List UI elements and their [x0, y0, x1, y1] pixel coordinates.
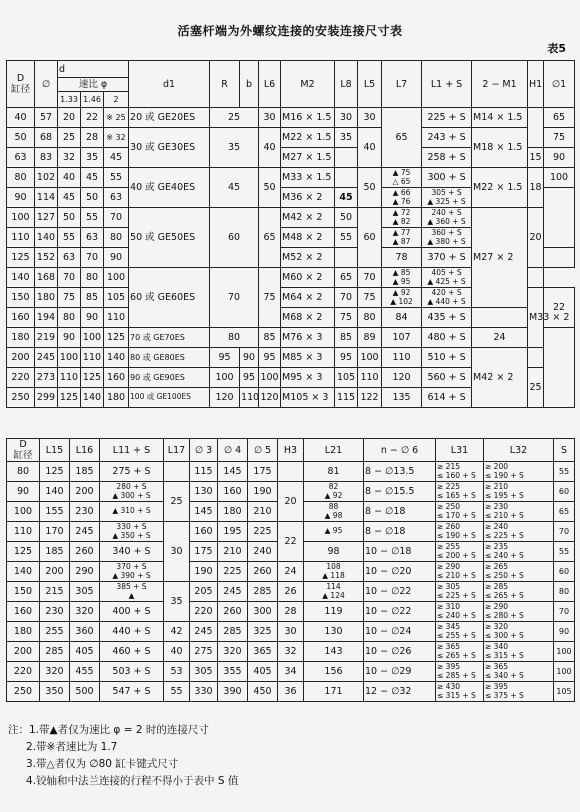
header-L15: L15 — [40, 439, 70, 462]
table-cell: 245 — [218, 582, 248, 602]
table-cell: 119 — [304, 602, 364, 622]
table-cell: 70 — [554, 522, 575, 542]
table-row: 250 299 125 140 180 100 或 GE100ES 120 110 120 M105 × 3 115 122 135 614 + S — [7, 388, 575, 408]
table-cell: 130 — [304, 622, 364, 642]
table-cell: 285 — [40, 642, 70, 662]
table-cell: 355 — [218, 662, 248, 682]
table-cell: 42 — [164, 622, 190, 642]
table-cell: ≥ 255 ≤ 200 + S — [436, 542, 484, 562]
table-row — [7, 622, 575, 642]
table-cell: 81 — [304, 462, 364, 482]
table-cell: 140 — [40, 482, 70, 502]
table-cell: 190 — [248, 482, 278, 502]
table-cell: 240 — [248, 542, 278, 562]
table-cell: 160 — [190, 522, 218, 542]
table-cell: 88 ▲ 98 — [304, 502, 364, 522]
table-row: 180 219 90 100 125 70 或 GE70ES 80 85 M76 × 3 85 89 107 480 + S 24 — [7, 328, 575, 348]
table-row: 140 168 70 80 100 60 或 GE60ES 70 75 M60 × 2 65 70 ▲ 85 ▲ 95 405 + S ▲ 425 + S — [7, 268, 575, 288]
table-cell: 8 − ∅18 — [364, 502, 436, 522]
table-cell: 390 — [218, 682, 248, 702]
table-cell: 350 — [40, 682, 70, 702]
table-cell: 275 + S — [100, 462, 164, 482]
table-cell: 105 — [554, 682, 575, 702]
table-cell: 100 — [554, 642, 575, 662]
table-cell: 280 + S ▲ 300 + S — [100, 482, 164, 502]
table-cell: ≥ 225 ≤ 165 + S — [436, 482, 484, 502]
table-cell: 200 — [7, 642, 40, 662]
table-cell: ≥ 260 ≤ 190 + S — [436, 522, 484, 542]
header-L31: L31 — [436, 439, 484, 462]
table-row: 80 102 40 45 55 40 或 GE40ES 45 50 M33 × 1.5 50 ▲ 75 △ 65 300 + S M22 × 1.5 18 100 — [7, 168, 575, 188]
header-M2: M2 — [281, 61, 335, 108]
header-phi5: ∅ 5 — [248, 439, 278, 462]
header-L5: L5 — [358, 61, 382, 108]
table-cell: 30 — [278, 622, 304, 642]
table-cell: ≥ 215 ≤ 160 + S — [436, 462, 484, 482]
table-cell: 205 — [190, 582, 218, 602]
table-cell: 285 — [218, 622, 248, 642]
table-row — [7, 482, 575, 502]
table-cell: 405 — [70, 642, 100, 662]
table-cell: 108 ▲ 118 — [304, 562, 364, 582]
table-title: 活塞杆端为外螺纹连接的安装连接尺寸表 — [177, 24, 403, 38]
header-L21: L21 — [304, 439, 364, 462]
header-ratio: 速比 φ — [58, 78, 129, 92]
table-cell: 190 — [190, 562, 218, 582]
table-cell: 180 — [7, 622, 40, 642]
table-cell: 360 — [70, 622, 100, 642]
table-cell: ≥ 290 ≤ 280 + S — [484, 602, 554, 622]
table-cell: ≥ 345 ≤ 255 + S — [436, 622, 484, 642]
table-cell: ≥ 290 ≤ 210 + S — [436, 562, 484, 582]
table-cell: 320 — [70, 602, 100, 622]
table-cell: 125 — [7, 542, 40, 562]
table-cell: ≥ 285 ≤ 265 + S — [484, 582, 554, 602]
table-cell: 285 — [248, 582, 278, 602]
header-n6: n − ∅ 6 — [364, 439, 436, 462]
table-cell: ≥ 230 ≤ 210 + S — [484, 502, 554, 522]
header-d1: d1 — [129, 61, 210, 108]
table-cell: 25 — [164, 482, 190, 522]
table-cell: ▲ 310 + S — [100, 502, 164, 522]
header-L1S: L1 + S — [422, 61, 472, 108]
table-row: 63 83 32 35 45 M27 × 1.5 258 + S 15 90 — [7, 148, 575, 168]
table-cell: 100 — [554, 662, 575, 682]
table-cell: 185 — [70, 462, 100, 482]
table-cell: 210 — [248, 502, 278, 522]
table-cell: 114 ▲ 124 — [304, 582, 364, 602]
header-phi3: ∅ 3 — [190, 439, 218, 462]
table-cell: 175 — [248, 462, 278, 482]
table-cell: 220 — [190, 602, 218, 622]
header-phi4: ∅ 4 — [218, 439, 248, 462]
table-cell: 160 — [7, 602, 40, 622]
table-cell: 156 — [304, 662, 364, 682]
table-row: 40 57 20 22 ※ 25 20 或 GE20ES 25 30 M16 × 1.5 30 30 65 225 + S M14 × 1.5 65 — [7, 108, 575, 128]
table-cell: 65 — [554, 502, 575, 522]
header-L16: L16 — [70, 439, 100, 462]
table-row — [7, 582, 575, 602]
table-cell: 230 — [40, 602, 70, 622]
table-cell: 171 — [304, 682, 364, 702]
table-row: 200 245 100 110 140 80 或 GE80ES 95 90 95 M85 × 3 95 100 110 510 + S M42 × 2 — [7, 348, 575, 368]
table-cell: 130 — [190, 482, 218, 502]
table-row: 220 273 110 125 160 90 或 GE90ES 100 95 100 M95 × 3 105 110 120 560 + S 25 — [7, 368, 575, 388]
table-cell: 8 − ∅18 — [364, 522, 436, 542]
table-cell: ≥ 320 ≤ 300 + S — [484, 622, 554, 642]
table-cell: 460 + S — [100, 642, 164, 662]
table-cell: 320 — [218, 642, 248, 662]
table-cell: 143 — [304, 642, 364, 662]
table-cell: ≥ 365 ≤ 265 + S — [436, 642, 484, 662]
table-cell: 8 − ∅13.5 — [364, 462, 436, 482]
table-cell: 22 — [278, 522, 304, 562]
table-number: 表5 — [547, 42, 566, 55]
header-L17: L17 — [164, 439, 190, 462]
table-row: 90 114 45 50 63 M36 × 2 45 ▲ 66 ▲ 76 305 + S ▲ 325 + S — [7, 188, 575, 208]
table-cell: 245 — [190, 622, 218, 642]
table-row: 125 152 63 70 90 M52 × 2 78 370 + S — [7, 248, 575, 268]
table-cell: 200 — [40, 562, 70, 582]
header-R: R — [210, 61, 240, 108]
table-row — [7, 462, 575, 482]
table-cell: 10 − ∅29 — [364, 662, 436, 682]
table-cell: 28 — [278, 602, 304, 622]
header-H3: H3 — [278, 439, 304, 462]
header-L6: L6 — [259, 61, 281, 108]
table-cell: ≥ 235 ≤ 240 + S — [484, 542, 554, 562]
table-cell: ≥ 395 ≤ 285 + S — [436, 662, 484, 682]
table-cell: 100 — [7, 502, 40, 522]
header-bore: D 缸径 — [7, 439, 40, 462]
table-cell: 320 — [40, 662, 70, 682]
dimension-table-lower — [6, 438, 575, 702]
table-cell: 36 — [278, 682, 304, 702]
table-cell: 255 — [40, 622, 70, 642]
table-row — [7, 522, 575, 542]
table-cell: 455 — [70, 662, 100, 682]
table-cell: 55 — [554, 542, 575, 562]
table-cell: ≥ 365 ≤ 340 + S — [484, 662, 554, 682]
table-row: 50 68 25 28 ※ 32 30 或 GE30ES 35 40 M22 × 1.5 35 40 243 + S M18 × 1.5 75 — [7, 128, 575, 148]
table-cell: 325 — [248, 622, 278, 642]
table-cell: 260 — [70, 542, 100, 562]
table-row: 150 180 75 85 105 M64 × 2 70 75 ▲ 92 ▲ 102 420 + S ▲ 440 + S M33 × 2 22 — [7, 288, 575, 308]
table-cell: 230 — [70, 502, 100, 522]
table-cell: 60 — [554, 562, 575, 582]
table-cell: 225 — [248, 522, 278, 542]
table-cell: 80 — [7, 462, 40, 482]
table-cell: 8 − ∅15.5 — [364, 482, 436, 502]
table-cell: 340 + S — [100, 542, 164, 562]
header-L8: L8 — [335, 61, 358, 108]
header-b: b — [240, 61, 259, 108]
table-cell: 300 — [248, 602, 278, 622]
header-L11: L11 + S — [100, 439, 164, 462]
table-cell: 290 — [70, 562, 100, 582]
dimension-table-upper — [6, 60, 575, 408]
table-cell: 140 — [7, 562, 40, 582]
table-cell: 245 — [70, 522, 100, 542]
table-cell: 400 + S — [100, 602, 164, 622]
table-cell: 60 — [554, 482, 575, 502]
table-row: 100 127 50 55 70 50 或 GE50ES 60 65 M42 × 2 50 60 ▲ 72 ▲ 82 240 + S ▲ 360 + S M27 × 2 20 — [7, 208, 575, 228]
table-cell: 24 — [278, 562, 304, 582]
header-M1: 2 − M1 — [472, 61, 528, 108]
table-cell: 150 — [7, 582, 40, 602]
table-cell: 275 — [190, 642, 218, 662]
table-cell: 210 — [218, 542, 248, 562]
table-cell: 500 — [70, 682, 100, 702]
table-cell: ≥ 265 ≤ 250 + S — [484, 562, 554, 582]
table-cell: ≥ 250 ≤ 170 + S — [436, 502, 484, 522]
table-cell: 220 — [7, 662, 40, 682]
table-row — [7, 662, 575, 682]
table-cell: 10 − ∅22 — [364, 582, 436, 602]
table-cell: 160 — [218, 482, 248, 502]
table-cell: ≥ 310 ≤ 240 + S — [436, 602, 484, 622]
table-cell: ≥ 395 ≤ 375 + S — [484, 682, 554, 702]
table-cell: ≥ 340 ≤ 315 + S — [484, 642, 554, 662]
table-cell: 10 − ∅18 — [364, 542, 436, 562]
table-cell: 55 — [554, 462, 575, 482]
table-cell: 330 + S ▲ 350 + S — [100, 522, 164, 542]
table-cell: 180 — [218, 502, 248, 522]
header-ratio-146: 1.46 — [81, 92, 104, 108]
table-cell: 405 — [248, 662, 278, 682]
header-L7: L7 — [382, 61, 422, 108]
table-cell: 440 + S — [100, 622, 164, 642]
table-cell — [164, 462, 190, 482]
table-row — [7, 562, 575, 582]
table-cell: 155 — [40, 502, 70, 522]
table-cell: 547 + S — [100, 682, 164, 702]
note-4: 4.铰轴和中法兰连接的行程不得小于表中 S 值 — [26, 775, 239, 787]
table-cell: ≥ 305 ≤ 225 + S — [436, 582, 484, 602]
table-cell: 365 — [248, 642, 278, 662]
table-cell: 34 — [278, 662, 304, 682]
table-cell: 200 — [70, 482, 100, 502]
notes — [8, 722, 238, 790]
table-cell: 215 — [40, 582, 70, 602]
header-phi: ∅ — [35, 61, 58, 108]
table-cell: 10 − ∅26 — [364, 642, 436, 662]
table-row — [7, 602, 575, 622]
table-row — [7, 682, 575, 702]
header-S: S — [554, 439, 575, 462]
table-cell: 305 — [70, 582, 100, 602]
table-cell: 20 — [278, 482, 304, 522]
table-cell: 225 — [218, 562, 248, 582]
table-cell: 503 + S — [100, 662, 164, 682]
table-cell: 40 — [164, 642, 190, 662]
table-cell: ▲ 95 — [304, 522, 364, 542]
table-cell: 110 — [7, 522, 40, 542]
header-H1: H1 — [528, 61, 544, 108]
header-ratio-133: 1.33 — [58, 92, 81, 108]
table-cell: 82 ▲ 92 — [304, 482, 364, 502]
table-cell: ≥ 430 ≤ 315 + S — [436, 682, 484, 702]
table-cell: 115 — [190, 462, 218, 482]
table-cell: ≥ 240 ≤ 225 + S — [484, 522, 554, 542]
table-cell: ≥ 200 ≤ 190 + S — [484, 462, 554, 482]
table-cell: 125 — [40, 462, 70, 482]
table-cell: 175 — [190, 542, 218, 562]
table-cell: 70 — [554, 602, 575, 622]
table-cell: 305 — [190, 662, 218, 682]
table-cell: 10 − ∅22 — [364, 602, 436, 622]
table-cell: 32 — [278, 642, 304, 662]
table-cell: 385 + S ▲ — [100, 582, 164, 602]
table-row: 160 194 80 90 110 M68 × 2 75 80 84 435 + S — [7, 308, 575, 328]
table-cell: 195 — [218, 522, 248, 542]
table-row: 110 140 55 63 80 M48 × 2 55 ▲ 77 ▲ 87 360 + S ▲ 380 + S — [7, 228, 575, 248]
table-cell: 80 — [554, 582, 575, 602]
header-ratio-2: 2 — [104, 92, 129, 108]
table-cell: 98 — [304, 542, 364, 562]
header-phi1: ∅1 — [544, 61, 575, 108]
table-cell: 370 + S ▲ 390 + S — [100, 562, 164, 582]
table-cell: 145 — [218, 462, 248, 482]
table-cell: 185 — [40, 542, 70, 562]
table-cell: 260 — [248, 562, 278, 582]
table-cell: 10 − ∅24 — [364, 622, 436, 642]
table-cell: 35 — [164, 582, 190, 622]
table-row — [7, 642, 575, 662]
table-cell: ≥ 210 ≤ 195 + S — [484, 482, 554, 502]
table-cell: 30 — [164, 522, 190, 582]
note-3: 3.带△者仅为 ∅80 缸卡键式尺寸 — [26, 758, 179, 770]
table-cell: 260 — [218, 602, 248, 622]
table-cell: 53 — [164, 662, 190, 682]
table-cell: 330 — [190, 682, 218, 702]
table-cell: 170 — [40, 522, 70, 542]
table-cell: 26 — [278, 582, 304, 602]
table-cell: 12 − ∅32 — [364, 682, 436, 702]
table-cell: 145 — [190, 502, 218, 522]
table-cell — [278, 462, 304, 482]
header-bore: D 缸径 — [7, 61, 35, 108]
note-1: 注：1.带▲者仅为速比 φ = 2 时的连接尺寸 — [8, 724, 209, 736]
header-L32: L32 — [484, 439, 554, 462]
table-cell: 55 — [164, 682, 190, 702]
table-cell: 250 — [7, 682, 40, 702]
table-cell: 90 — [7, 482, 40, 502]
note-2: 2.带※者速比为 1.7 — [26, 741, 118, 753]
header-d: d — [58, 61, 129, 78]
table-cell: 450 — [248, 682, 278, 702]
table-cell: 90 — [554, 622, 575, 642]
table-cell: 10 − ∅20 — [364, 562, 436, 582]
